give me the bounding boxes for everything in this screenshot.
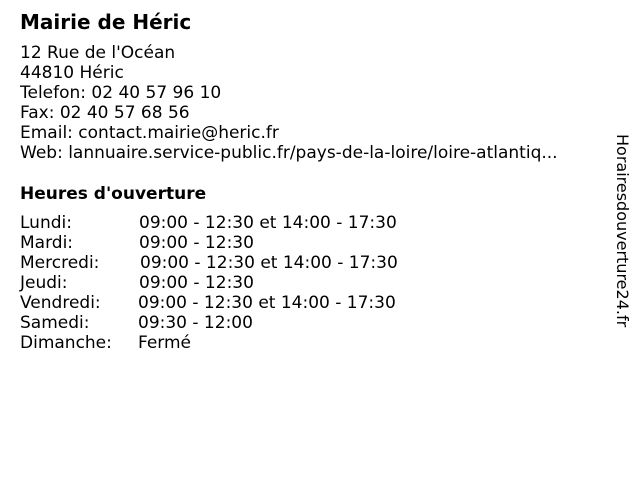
day-label: Jeudi: — [20, 273, 68, 293]
day-label: Mercredi: — [20, 253, 100, 273]
page-title: Mairie de Héric — [20, 10, 192, 34]
fax-number: Fax: 02 40 57 68 56 — [20, 103, 190, 123]
time-value: 09:00 - 12:30 et 14:00 - 17:30 — [139, 213, 397, 233]
time-value: Fermé — [138, 333, 192, 353]
site-watermark: Horairesdouverture24.fr — [613, 134, 632, 328]
day-label: Lundi: — [20, 213, 72, 233]
time-value: 09:00 - 12:30 — [139, 233, 254, 253]
day-label: Dimanche: — [20, 333, 112, 353]
time-value: 09:00 - 12:30 et 14:00 - 17:30 — [140, 253, 398, 273]
hours-heading: Heures d'ouverture — [20, 184, 207, 204]
address-block — [20, 43, 558, 163]
phone-number: Telefon: 02 40 57 96 10 — [20, 83, 222, 103]
time-value: 09:00 - 12:30 — [139, 273, 254, 293]
day-label: Vendredi: — [20, 293, 101, 313]
email-address: Email: contact.mairie@heric.fr — [20, 123, 279, 143]
time-value: 09:00 - 12:30 et 14:00 - 17:30 — [138, 293, 396, 313]
time-value: 09:30 - 12:00 — [138, 313, 253, 333]
day-label: Samedi: — [20, 313, 90, 333]
city-address: 44810 Héric — [20, 63, 124, 83]
street-address: 12 Rue de l'Océan — [20, 43, 176, 63]
website-address: Web: lannuaire.service-public.fr/pays-de-la-loire/loire-atlantiq... — [20, 143, 558, 163]
day-label: Mardi: — [20, 233, 74, 253]
